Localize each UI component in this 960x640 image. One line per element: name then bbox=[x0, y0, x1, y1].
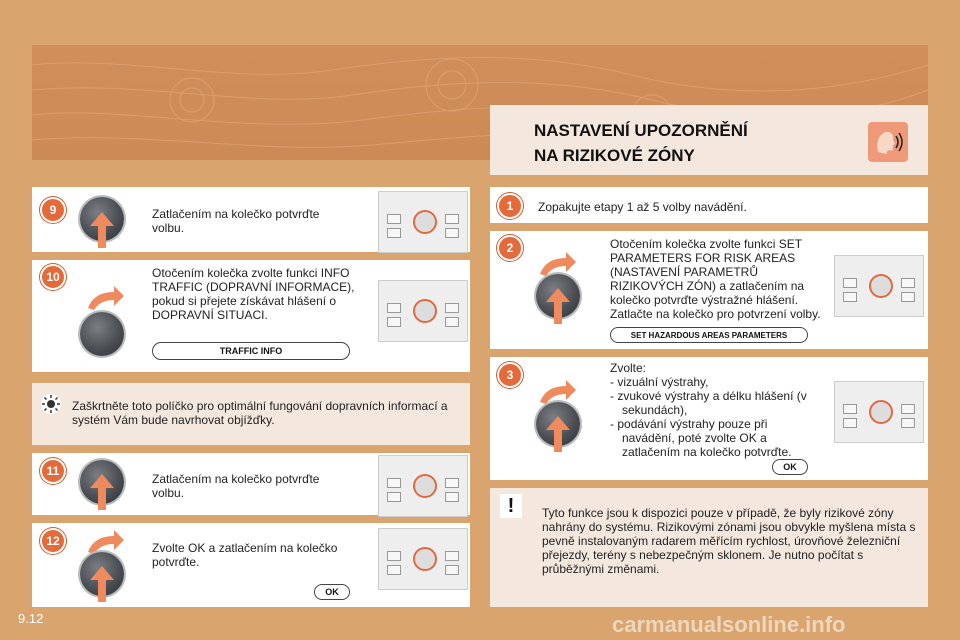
voice-alert-icon bbox=[868, 122, 908, 162]
step-number-9: 9 bbox=[40, 197, 66, 223]
radio-unit-icon bbox=[378, 191, 468, 253]
step-3-intro: Zvolte: bbox=[610, 361, 647, 375]
step-number-10: 10 bbox=[40, 264, 66, 290]
radio-unit-icon bbox=[834, 381, 924, 443]
knob-icon bbox=[80, 312, 124, 356]
radio-unit-icon bbox=[378, 528, 468, 590]
set-hazardous-areas-option[interactable]: SET HAZARDOUS AREAS PARAMETERS bbox=[610, 327, 808, 343]
step-12-text: Zvolte OK a zatlačením na kolečko potvrďte. bbox=[152, 541, 338, 569]
rotate-arrow-icon bbox=[538, 250, 578, 276]
push-arrow-icon bbox=[90, 474, 114, 510]
radio-unit-icon bbox=[834, 255, 924, 317]
watermark: carmanualsonline.info bbox=[612, 612, 846, 637]
push-arrow-icon bbox=[546, 416, 570, 452]
list-item: - vizuální výstrahy, bbox=[610, 375, 709, 389]
step-number-2: 2 bbox=[497, 235, 523, 261]
list-item: - zvukové výstrahy a délku hlášení (v sekundách), bbox=[610, 389, 807, 417]
step-number-12: 12 bbox=[40, 528, 66, 554]
step-9-text: Zatlačením na kolečko potvrďte volbu. bbox=[152, 207, 320, 235]
ok-option[interactable]: OK bbox=[314, 584, 350, 600]
step-number-1: 1 bbox=[497, 193, 523, 219]
step-number-11: 11 bbox=[40, 458, 66, 484]
traffic-info-option[interactable]: TRAFFIC INFO bbox=[152, 342, 350, 360]
push-arrow-icon bbox=[90, 566, 114, 602]
warning-icon: ! bbox=[500, 494, 522, 518]
rotate-arrow-icon bbox=[86, 528, 126, 554]
step-number-3: 3 bbox=[497, 362, 523, 388]
rotate-arrow-icon bbox=[538, 378, 578, 404]
page-title: NASTAVENÍ UPOZORNĚNÍ NA RIZIKOVÉ ZÓNY bbox=[534, 121, 748, 165]
push-arrow-icon bbox=[90, 212, 114, 248]
rotate-arrow-icon bbox=[86, 284, 126, 310]
warning-text: Tyto funkce jsou k dispozici pouze v případě, že byly rizikové zóny nahrány do systému. Rizikovými zónami jsou obvykle myšlena místa s pevně instalovaným radarem měřícím rychlost, úrovňové železniční přejezdy, terény s nebezpečným sklonem. Je nutno počítat s průběžnými změnami. bbox=[542, 506, 916, 576]
step-10-text: Otočením kolečka zvolte funkci INFO TRAFFIC (DOPRAVNÍ INFORMACE), pokud si přejete získávat hlášení o DOPRAVNÍ SITUACI. bbox=[152, 266, 355, 322]
radio-unit-icon bbox=[378, 455, 468, 517]
push-arrow-icon bbox=[546, 288, 570, 324]
ok-option[interactable]: OK bbox=[772, 459, 808, 475]
radio-unit-icon bbox=[378, 280, 468, 342]
list-item: - podávání výstrahy pouze při navádění, poté zvolte OK a zatlačením na kolečko potvrďte. bbox=[610, 417, 792, 459]
tip-text: Zaškrtněte toto políčko pro optimální fungování dopravních informací a systém Vám bude navrhovat objížďky. bbox=[72, 399, 448, 427]
step-3-options bbox=[610, 375, 820, 459]
step-11-text: Zatlačením na kolečko potvrďte volbu. bbox=[152, 472, 320, 500]
page-number: 9.12 bbox=[18, 611, 44, 626]
step-2-text: Otočením kolečka zvolte funkci SET PARAMETERS FOR RISK AREAS (NASTAVENÍ PARAMETRŮ RIZIKOVÝCH ZÓN) a zatlačením na kolečko potvrďte výstražné hlášení. Zatlačte na kolečko pro potvrzení volby. bbox=[610, 237, 821, 321]
tip-bulb-icon bbox=[39, 392, 63, 416]
step-1-text: Zopakujte etapy 1 až 5 volby navádění. bbox=[538, 200, 747, 214]
